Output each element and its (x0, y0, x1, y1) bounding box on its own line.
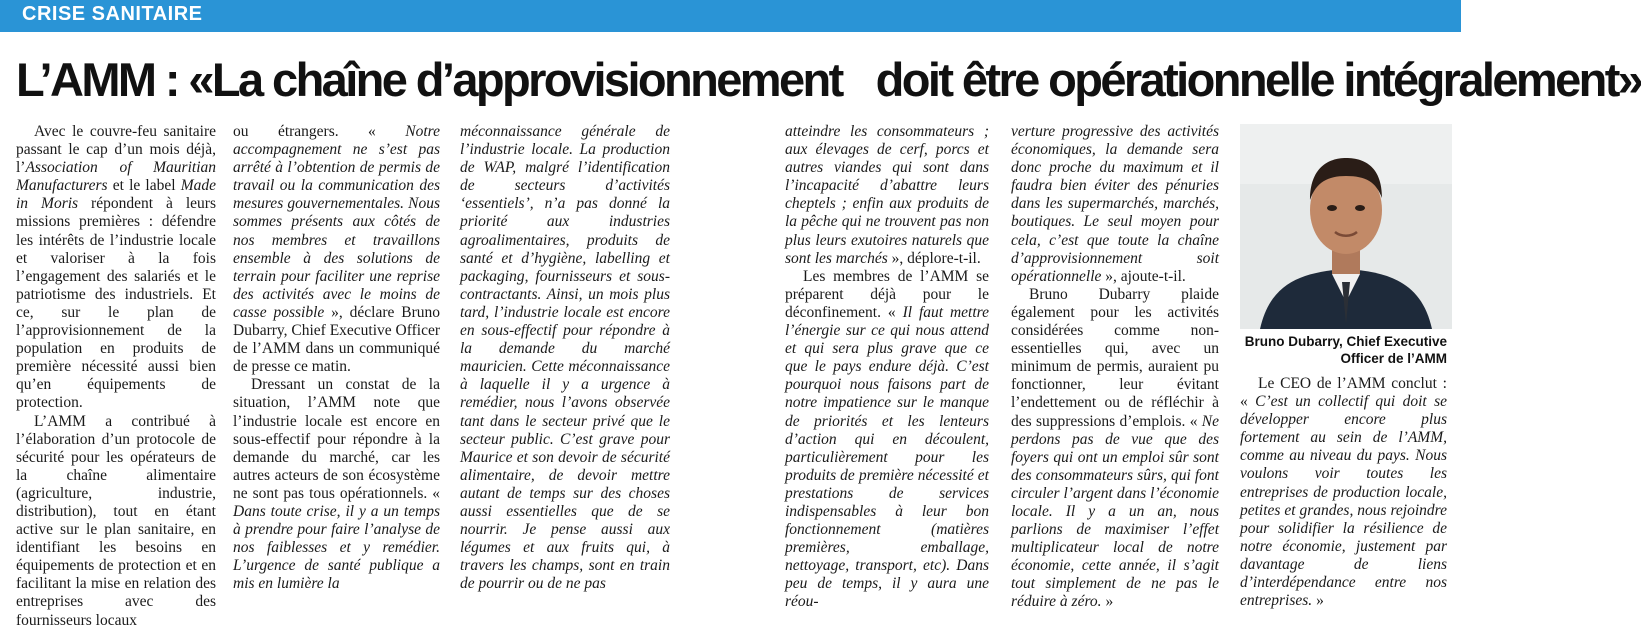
quote-text: Ne perdons pas de vue que des foyers qui ont un emploi sûr sont des consommateurs sûrs, qui font circuler l’argent dans l’économie locale. Il y a un an, nous parlions de maximiser l’effet multiplicateur local de notre économie, cette année, il s’agit tout simplement de ne pas le réduire à zéro. (1011, 412, 1219, 611)
body-text: » (1101, 593, 1114, 611)
article-paragraph (233, 376, 440, 593)
quote-text: Made in Moris (16, 177, 216, 213)
section-kicker: CRISE SANITAIRE (22, 3, 203, 25)
article-paragraph (16, 413, 216, 630)
body-text: Les membres de l’AMM se préparent déjà pour le déconfinement. « (785, 267, 989, 321)
quote-text: atteindre les consommateurs ; aux élevages de cerf, porcs et autres viandes qui sont dans l’incapacité d’abattre leurs cheptels ; enfin aux produits de la pêche qui ne trouvent pas non plus leurs exutoires naturels que sont les marchés (785, 123, 989, 267)
body-text: », déplore-t-il. (887, 249, 981, 267)
body-text: » (1312, 592, 1324, 610)
headline-part-1: L’AMM : «La chaîne d’approvisionnement (16, 53, 842, 106)
text-column-2 (233, 123, 440, 595)
body-text: ou étrangers. « (233, 123, 406, 140)
body-text: Dressant un constat de la situation, l’AMM note que l’industrie locale est encore en sous-effectif pour répondre à la demande du marché, car les autres acteurs de son écosystème ne sont pas tous opérationnels. « (233, 376, 440, 502)
article-paragraph (460, 123, 670, 593)
quote-text: Notre accompagnement ne s’est pas arrêté à l’obtention de permis de travail ou la communication des mesures gouvernementales. Nous sommes présents aux côtés de nos membres et travaillons ensemble à des solutions de terrain pour faciliter une reprise des activités avec le moins de casse possible (233, 123, 440, 321)
quote-text: méconnaissance générale de l’industrie locale. La production de WAP, malgré l’identification de secteurs d’activités ‘essentiels’, n’a pas donné la priorité aux industries agroalimentaires, produits de santé et d’hygiène, labelling et packaging, fournisseurs et sous-contractants. Ainsi, un mois plus tard, l’industrie locale est encore en sous-effectif pour répondre à la demande du marché mauricien. Cette méconnaissance à laquelle il y a urgence à remédier, nous l’avons observée tant dans le secteur privé que le secteur public. C’est grave pour Maurice et son devoir de sécurité alimentaire, de devoir mettre autant de temps sur des choses aussi essentielles que de se nourrir. Je pense aussi aux légumes et aux fruits qui, à travers les champs, sont en train de pourrir ou de ne pas (460, 123, 670, 593)
quote-text: Il faut mettre l’énergie sur ce qui nous attend et qui sera plus grave que ce que le pays endure déjà. C’est pourquoi nous faisons part de notre impatience sur le manque de priorités et les lenteurs d’action qui en découlent, particulièrement pour les produits de première nécessité et prestations de services indispensables à leur bon fonctionnement (matières premières, emballage, nettoyage, transport, etc). Dans peu de temps, il y aura une réou- (785, 303, 989, 611)
body-text: Avec le couvre-feu sanitaire passant le cap d’un mois déjà, l’ (16, 123, 216, 177)
quote-text: Dans toute crise, il y a un temps à prendre pour faire l’analyse de nos faiblesses et y remédier. L’urgence de santé publique a mis en lumière la (233, 502, 440, 593)
article-headline (16, 50, 1641, 112)
article-paragraph (785, 268, 989, 612)
text-column-5 (1011, 123, 1219, 611)
body-text: L’AMM a contribué à l’élaboration d’un protocole de sécurité pour les opérateurs de la chaîne alimentaire (agriculture, industrie, distribution), tout en étant active sur le plan sanitaire, en identifiant les besoins en équipements de protection et en facilitant la mise en relation des entreprises avec des fournisseurs locaux (16, 412, 216, 629)
body-text: et le label (107, 177, 181, 195)
body-text: Le CEO de l’AMM conclut : « (1240, 375, 1447, 411)
article-paragraph (1240, 375, 1447, 610)
article-paragraph (1011, 286, 1219, 612)
quote-text: verture progressive des activités économiques, la demande sera donc proche du maximum et il faudra bien éviter des pénuries dans les supermarchés, marchés, boutiques. Le seul moyen pour cela, c’est que toute la chaîne d’approvisionnement soit opérationnelle (1011, 123, 1219, 285)
body-text: Bruno Dubarry plaide également pour les activités considérées comme non-essentielles qui, avec un minimum de permis, auraient pu fonctionner, leur évitant l’endettement ou de réfléchir à des suppressions d’emplois. « (1011, 285, 1219, 430)
text-column-4 (785, 123, 989, 611)
photo-caption: Bruno Dubarry, Chief Executive Officer de l’AMM (1244, 334, 1447, 366)
body-text: répondent à leurs missions premières : défendre les intérêts de l’industrie locale et valoriser à la fois l’engagement des salariés et le patriotisme des industriels. Et ce, sur le plan de l’approvisionnement de la population en produits de première nécessité aussi bien qu’en équipements de protection. (16, 195, 216, 412)
text-column-1 (16, 123, 216, 629)
portrait-illustration (1240, 124, 1452, 329)
quote-text: Association of Mauritian Manufacturers (16, 159, 216, 195)
section-banner (0, 0, 1461, 32)
text-column-6 (1240, 375, 1447, 610)
body-text: », déclare Bruno Dubarry, Chief Executive Officer de l’AMM dans un communiqué de presse ce matin. (233, 303, 441, 376)
text-column-3 (460, 123, 670, 595)
article-paragraph (16, 123, 216, 413)
quote-text: C’est un collectif qui doit se développer encore plus fortement au sein de l’AMM, comme au niveau du pays. Nous voulons voir toutes les entreprises de production locale, petites et grandes, nous rejoindre pour solidifier la résilience de notre économie, justement par davantage de liens d’interdépendance entre nos entreprises. (1240, 393, 1447, 610)
headline-part-2: doit être opérationnelle intégralement» (875, 53, 1641, 106)
article-paragraph (785, 123, 989, 268)
body-text: », ajoute-t-il. (1101, 267, 1186, 285)
article-paragraph (1011, 123, 1219, 286)
portrait-photo (1240, 124, 1452, 329)
article-paragraph (233, 123, 440, 376)
